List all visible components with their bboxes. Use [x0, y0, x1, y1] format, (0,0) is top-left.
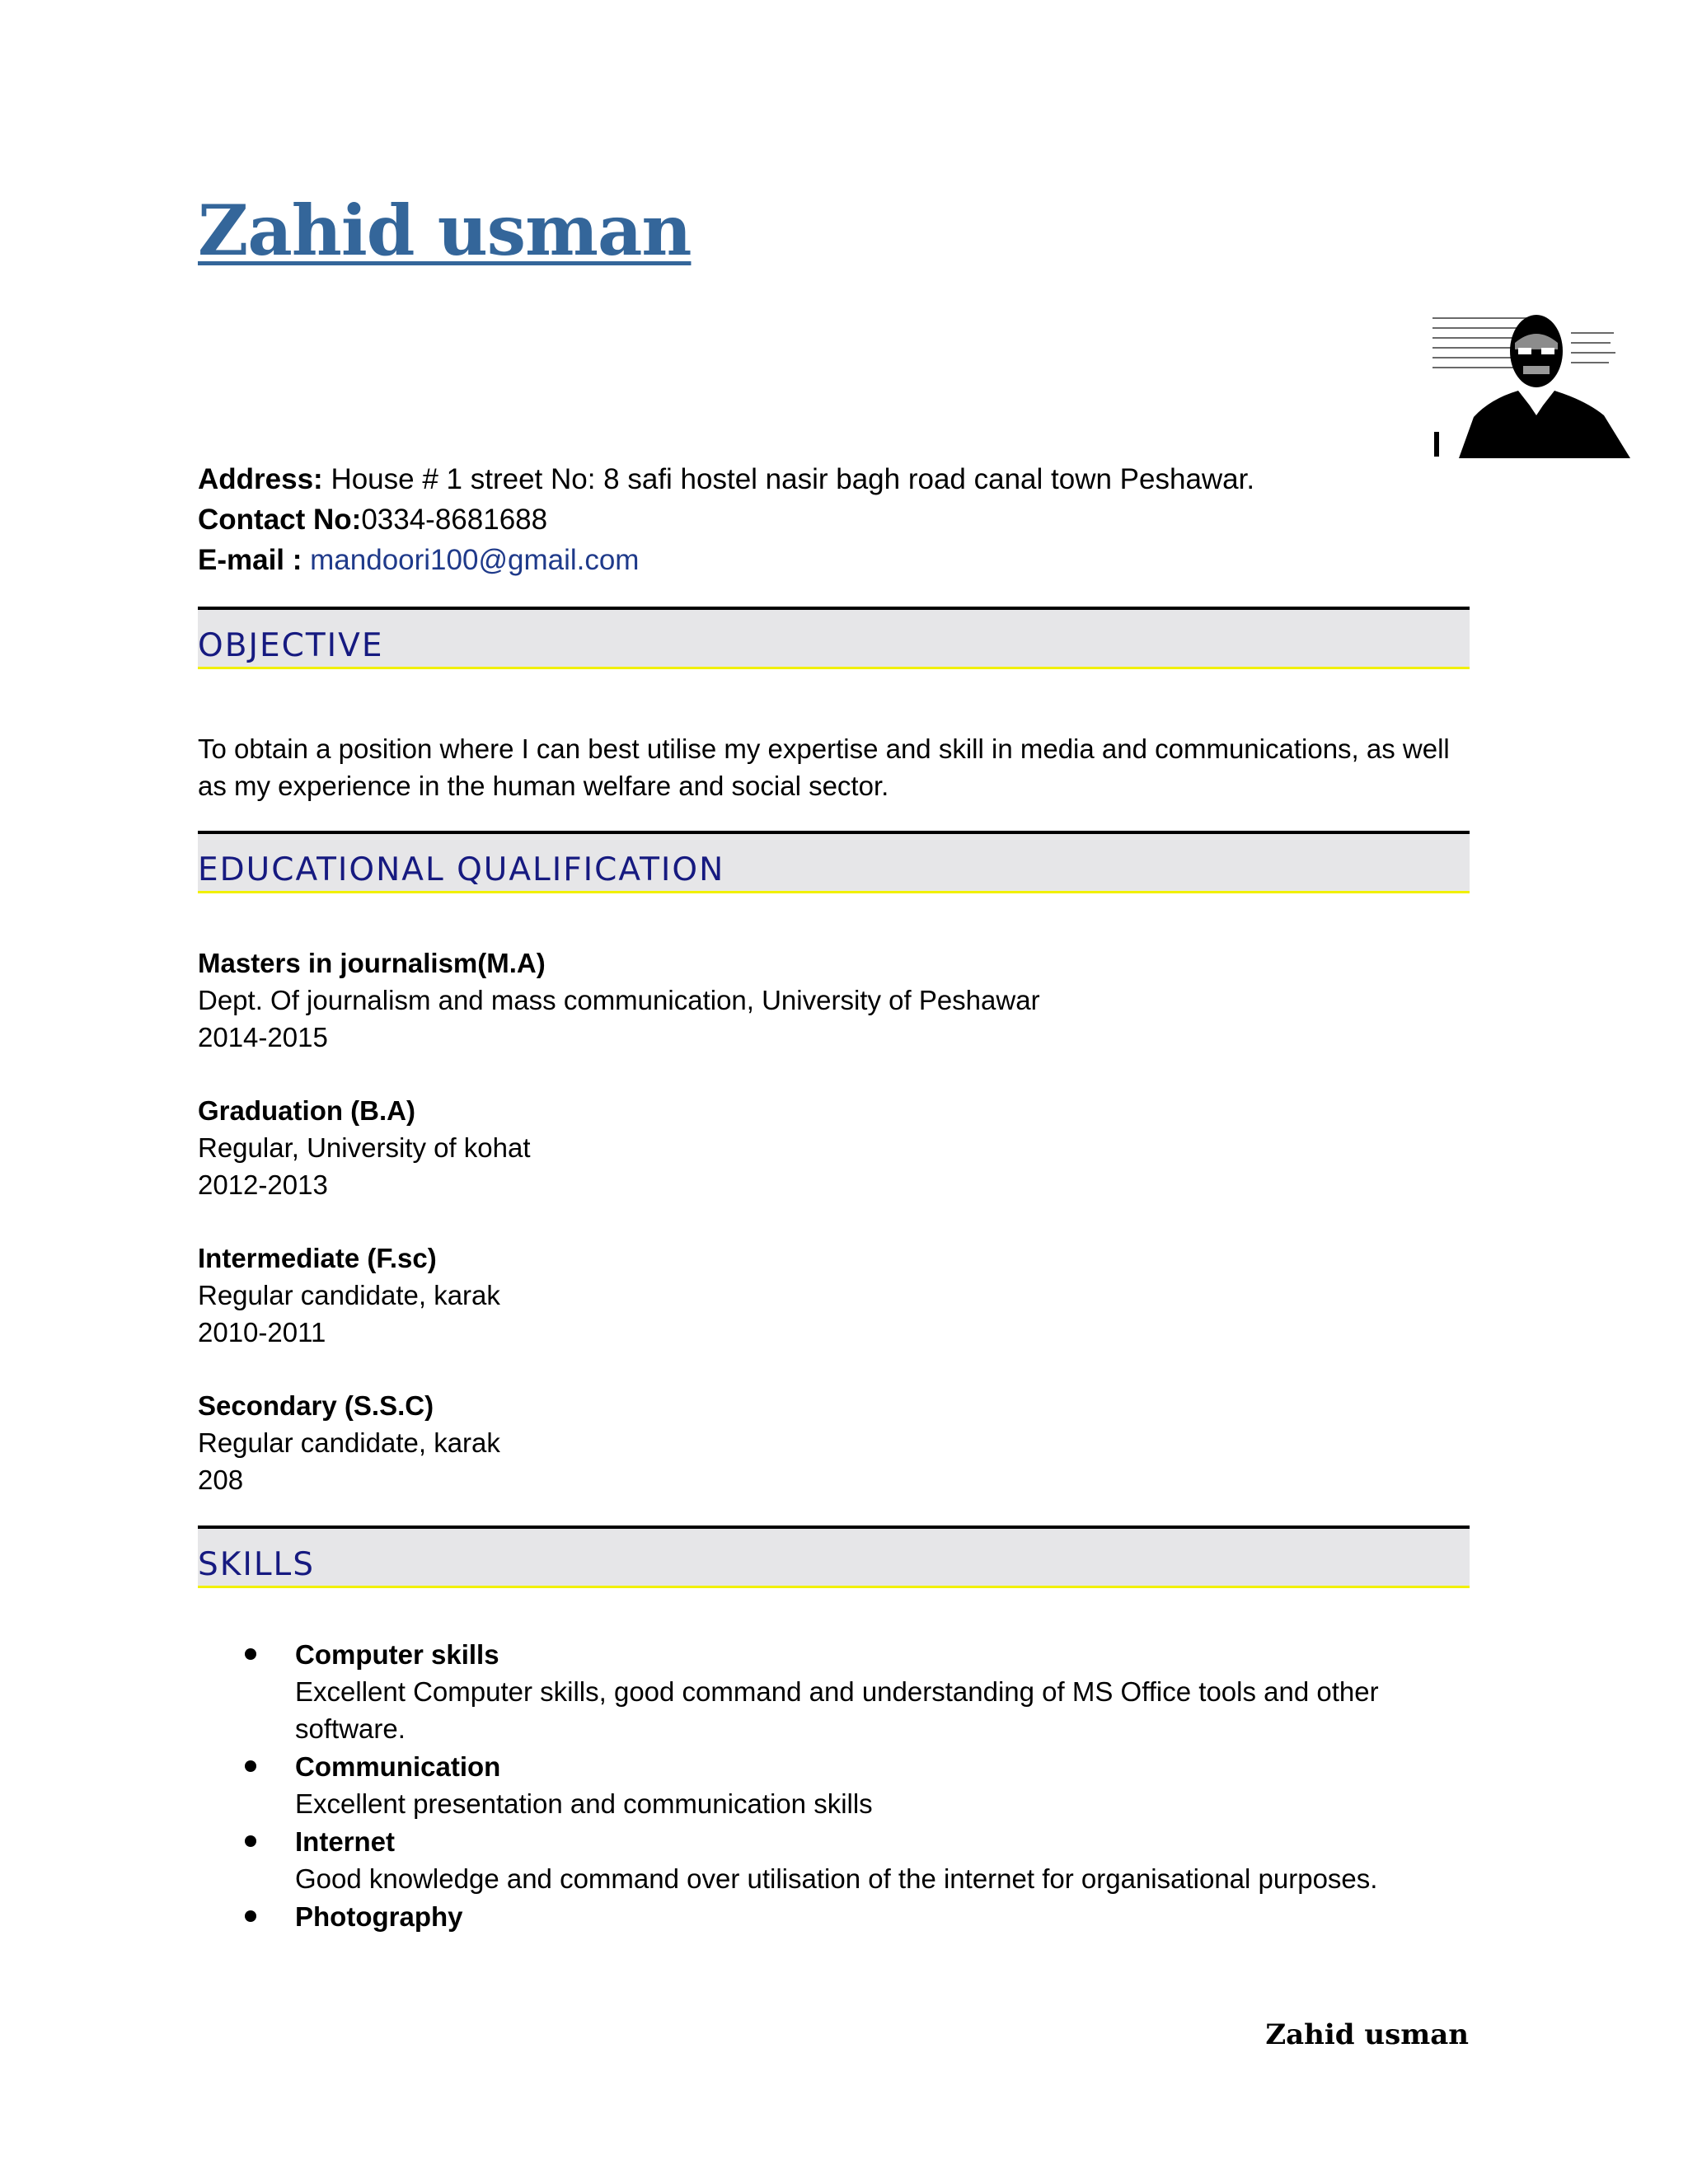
education-list: [198, 944, 1484, 1535]
institution: Regular candidate, karak: [198, 1280, 500, 1310]
institution: Regular, University of kohat: [198, 1132, 531, 1163]
address-label: Address:: [198, 463, 323, 495]
skill-description: Excellent Computer skills, good command and understanding of MS Office tools and other software.: [295, 1676, 1379, 1744]
skills-heading: SKILLS: [198, 1546, 316, 1583]
phone-label: Contact No:: [198, 504, 362, 536]
education-heading: EDUCATIONAL QUALIFICATION: [198, 851, 725, 888]
email-line: [198, 540, 1254, 580]
skill-item: [198, 1823, 1484, 1897]
email-link[interactable]: mandoori100@gmail.com: [310, 544, 640, 576]
year-range: 2010-2011: [198, 1317, 326, 1347]
institution: Dept. Of journalism and mass communication, University of Peshawar: [198, 985, 1040, 1015]
degree-title: Secondary (S.S.C): [198, 1390, 434, 1421]
skill-description: Excellent presentation and communication skills: [295, 1788, 873, 1819]
year-range: 2014-2015: [198, 1022, 328, 1052]
objective-text: To obtain a position where I can best utilise my expertise and skill in media and communications, as well as my experience in the human welfare and social sector.: [198, 733, 1450, 801]
skill-title: Communication: [295, 1751, 501, 1782]
skill-item: [198, 1636, 1484, 1747]
skill-title: Photography: [295, 1901, 463, 1932]
objective-header: [198, 607, 1470, 669]
degree-title: Intermediate (F.sc): [198, 1243, 437, 1273]
skill-item: [198, 1748, 1484, 1822]
education-entry: [198, 1387, 1484, 1498]
skill-description: Good knowledge and command over utilisation of the internet for organisational purposes.: [295, 1863, 1378, 1894]
year-range: 2012-2013: [198, 1169, 328, 1200]
skill-item: [198, 1898, 1484, 1935]
education-entry: [198, 1092, 1484, 1203]
address-line: [198, 459, 1254, 499]
skills-header: [198, 1526, 1470, 1588]
year-range: 208: [198, 1465, 244, 1495]
education-header: [198, 831, 1470, 893]
degree-title: Masters in journalism(M.A): [198, 948, 546, 978]
skills-list: [198, 1636, 1484, 1936]
phone-value: 0334-8681688: [361, 504, 548, 536]
profile-photo: [1432, 300, 1634, 458]
objective-heading: OBJECTIVE: [198, 627, 384, 664]
page-title: Zahid usman: [198, 190, 692, 271]
contact-block: [198, 459, 1254, 580]
education-entry: [198, 1240, 1484, 1351]
skill-title: Internet: [295, 1826, 396, 1857]
degree-title: Graduation (B.A): [198, 1095, 415, 1126]
institution: Regular candidate, karak: [198, 1427, 500, 1458]
skill-title: Computer skills: [295, 1639, 499, 1670]
footer-name: Zahid usman: [1265, 2018, 1469, 2051]
address-value: House # 1 street No: 8 safi hostel nasir bagh road canal town Peshawar.: [322, 463, 1255, 495]
email-label: E-mail :: [198, 544, 311, 576]
phone-line: [198, 499, 1254, 540]
education-entry: [198, 944, 1484, 1056]
